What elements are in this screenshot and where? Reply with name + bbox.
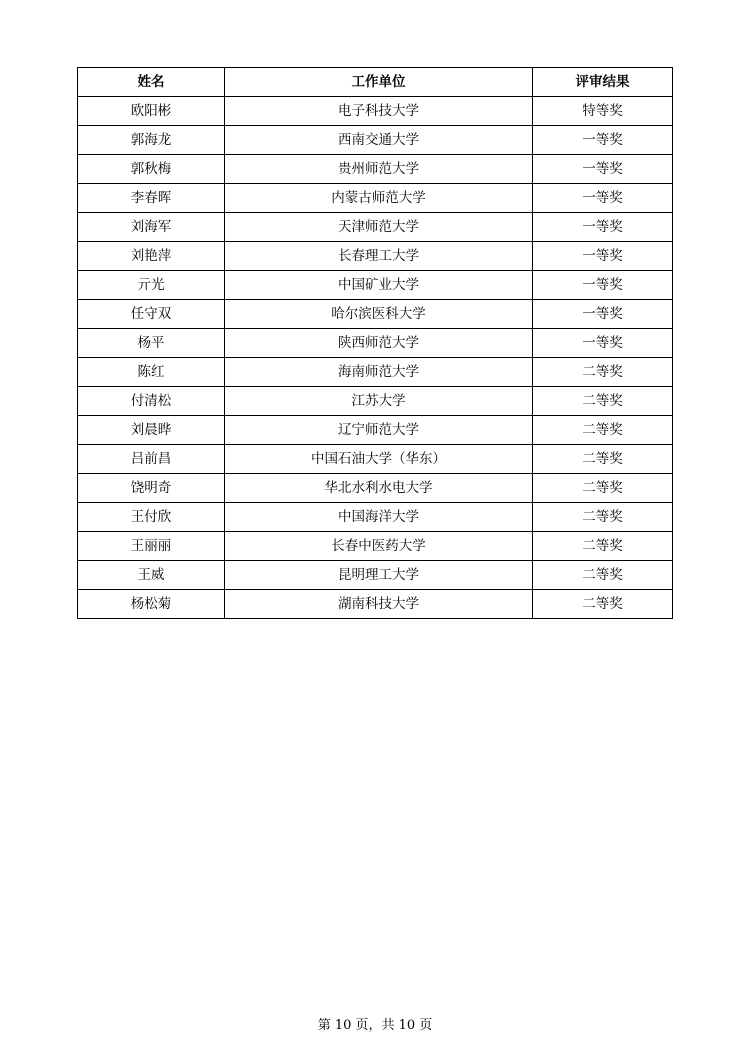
work-unit-cell: 中国石油大学（华东） [225, 445, 533, 474]
work-unit-cell: 昆明理工大学 [225, 561, 533, 590]
table-row [78, 416, 673, 445]
table-row [78, 300, 673, 329]
award-results-table [77, 67, 673, 619]
review-result-cell: 一等奖 [533, 329, 673, 358]
table-header-row [78, 68, 673, 97]
name-cell: 王威 [78, 561, 225, 590]
review-result-cell: 二等奖 [533, 445, 673, 474]
table-row [78, 387, 673, 416]
work-unit-cell: 陕西师范大学 [225, 329, 533, 358]
review-result-cell: 一等奖 [533, 242, 673, 271]
table-row [78, 242, 673, 271]
table-row [78, 126, 673, 155]
table-row [78, 271, 673, 300]
work-unit-cell: 电子科技大学 [225, 97, 533, 126]
work-unit-cell: 长春中医药大学 [225, 532, 533, 561]
header-name: 姓名 [78, 68, 225, 97]
header-review-result: 评审结果 [533, 68, 673, 97]
work-unit-cell: 湖南科技大学 [225, 590, 533, 619]
review-result-cell: 一等奖 [533, 271, 673, 300]
name-cell: 郭秋梅 [78, 155, 225, 184]
work-unit-cell: 辽宁师范大学 [225, 416, 533, 445]
review-result-cell: 二等奖 [533, 474, 673, 503]
review-result-cell: 一等奖 [533, 184, 673, 213]
review-result-cell: 二等奖 [533, 358, 673, 387]
work-unit-cell: 华北水利水电大学 [225, 474, 533, 503]
name-cell: 吕前昌 [78, 445, 225, 474]
work-unit-cell: 西南交通大学 [225, 126, 533, 155]
name-cell: 杨平 [78, 329, 225, 358]
table-row [78, 590, 673, 619]
name-cell: 王丽丽 [78, 532, 225, 561]
review-result-cell: 二等奖 [533, 590, 673, 619]
table-row [78, 184, 673, 213]
work-unit-cell: 海南师范大学 [225, 358, 533, 387]
name-cell: 付清松 [78, 387, 225, 416]
table-row [78, 474, 673, 503]
table-row [78, 213, 673, 242]
table-row [78, 155, 673, 184]
name-cell: 王付欣 [78, 503, 225, 532]
table-row [78, 358, 673, 387]
table-body [78, 97, 673, 619]
name-cell: 饶明奇 [78, 474, 225, 503]
review-result-cell: 二等奖 [533, 503, 673, 532]
work-unit-cell: 天津师范大学 [225, 213, 533, 242]
work-unit-cell: 江苏大学 [225, 387, 533, 416]
work-unit-cell: 中国矿业大学 [225, 271, 533, 300]
table-row [78, 503, 673, 532]
work-unit-cell: 长春理工大学 [225, 242, 533, 271]
review-result-cell: 一等奖 [533, 155, 673, 184]
review-result-cell: 二等奖 [533, 416, 673, 445]
review-result-cell: 一等奖 [533, 300, 673, 329]
work-unit-cell: 内蒙古师范大学 [225, 184, 533, 213]
table-row [78, 445, 673, 474]
name-cell: 亓光 [78, 271, 225, 300]
name-cell: 刘晨晔 [78, 416, 225, 445]
header-work-unit: 工作单位 [225, 68, 533, 97]
name-cell: 欧阳彬 [78, 97, 225, 126]
name-cell: 陈红 [78, 358, 225, 387]
name-cell: 任守双 [78, 300, 225, 329]
name-cell: 刘艳萍 [78, 242, 225, 271]
review-result-cell: 特等奖 [533, 97, 673, 126]
review-result-cell: 二等奖 [533, 387, 673, 416]
work-unit-cell: 哈尔滨医科大学 [225, 300, 533, 329]
review-result-cell: 二等奖 [533, 561, 673, 590]
name-cell: 刘海军 [78, 213, 225, 242]
name-cell: 杨松菊 [78, 590, 225, 619]
review-result-cell: 二等奖 [533, 532, 673, 561]
name-cell: 李春晖 [78, 184, 225, 213]
work-unit-cell: 贵州师范大学 [225, 155, 533, 184]
page-number-footer: 第 10 页，共 10 页 [317, 1018, 433, 1033]
table-row [78, 329, 673, 358]
review-result-cell: 一等奖 [533, 126, 673, 155]
table-row [78, 561, 673, 590]
review-result-cell: 一等奖 [533, 213, 673, 242]
table-row [78, 532, 673, 561]
work-unit-cell: 中国海洋大学 [225, 503, 533, 532]
name-cell: 郭海龙 [78, 126, 225, 155]
table-row [78, 97, 673, 126]
